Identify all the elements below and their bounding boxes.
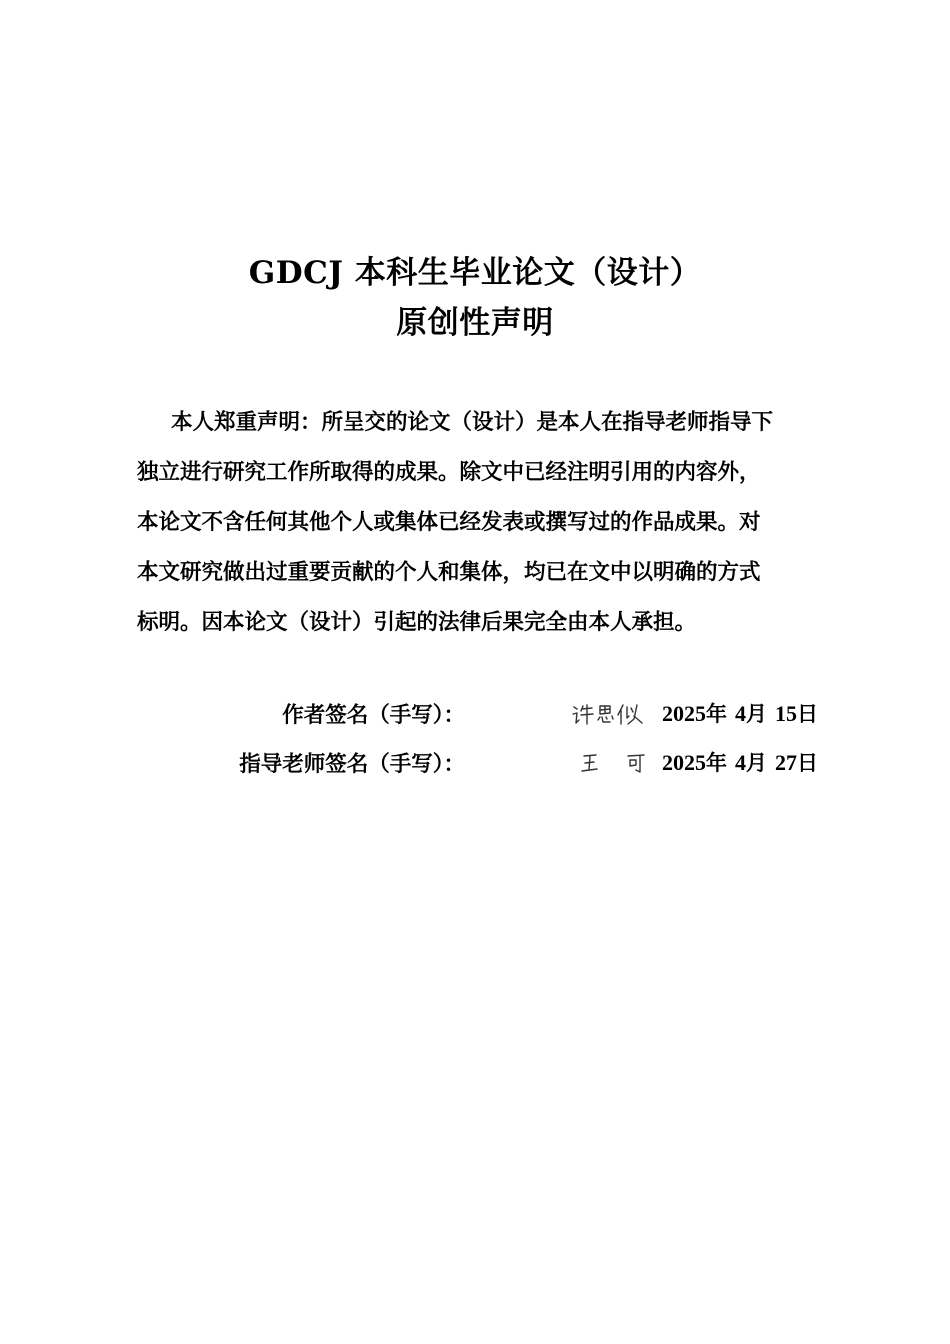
advisor-date-month-unit: 月 — [746, 750, 767, 775]
advisor-date-month: 4 — [735, 750, 746, 775]
declaration-paragraph — [137, 398, 853, 648]
declaration-line: 独立进行研究工作所取得的成果。除文中已经注明引用的内容外， — [137, 460, 761, 485]
declaration-line: 本论文不含任何其他个人或集体已经发表或撰写过的作品成果。对 — [137, 510, 761, 535]
author-date-month-unit: 月 — [746, 701, 767, 726]
author-signature-row — [0, 696, 950, 736]
advisor-date-day: 27 — [775, 750, 797, 775]
document-title-line-1: GDCJ 本科生毕业论文（设计） — [248, 255, 702, 291]
author-signature-label: 作者签名（手写）： — [282, 703, 465, 728]
declaration-line: 本文研究做出过重要贡献的个人和集体，均已在文中以明确的方式 — [137, 560, 761, 585]
advisor-signature-label: 指导老师签名（手写）： — [239, 752, 465, 777]
document-title-line-2: 原创性声明 — [396, 305, 554, 341]
advisor-signature-date — [662, 747, 818, 777]
author-date-day: 15 — [775, 701, 797, 726]
advisor-handwritten-signature — [570, 745, 662, 779]
author-date-day-unit: 日 — [797, 701, 818, 726]
advisor-signature-row — [0, 745, 950, 785]
advisor-date-year: 2025 — [662, 750, 706, 775]
author-handwritten-signature — [570, 696, 662, 730]
declaration-line: 标明。因本论文（设计）引起的法律后果完全由本人承担。 — [137, 610, 697, 635]
declaration-line: 本人郑重声明：所呈交的论文（设计）是本人在指导老师指导下 — [171, 410, 774, 435]
author-date-year-unit: 年 — [706, 701, 727, 726]
advisor-date-day-unit: 日 — [797, 750, 818, 775]
author-signature-date — [662, 698, 818, 728]
advisor-date-year-unit: 年 — [706, 750, 727, 775]
author-date-year: 2025 — [662, 701, 706, 726]
author-date-month: 4 — [735, 701, 746, 726]
